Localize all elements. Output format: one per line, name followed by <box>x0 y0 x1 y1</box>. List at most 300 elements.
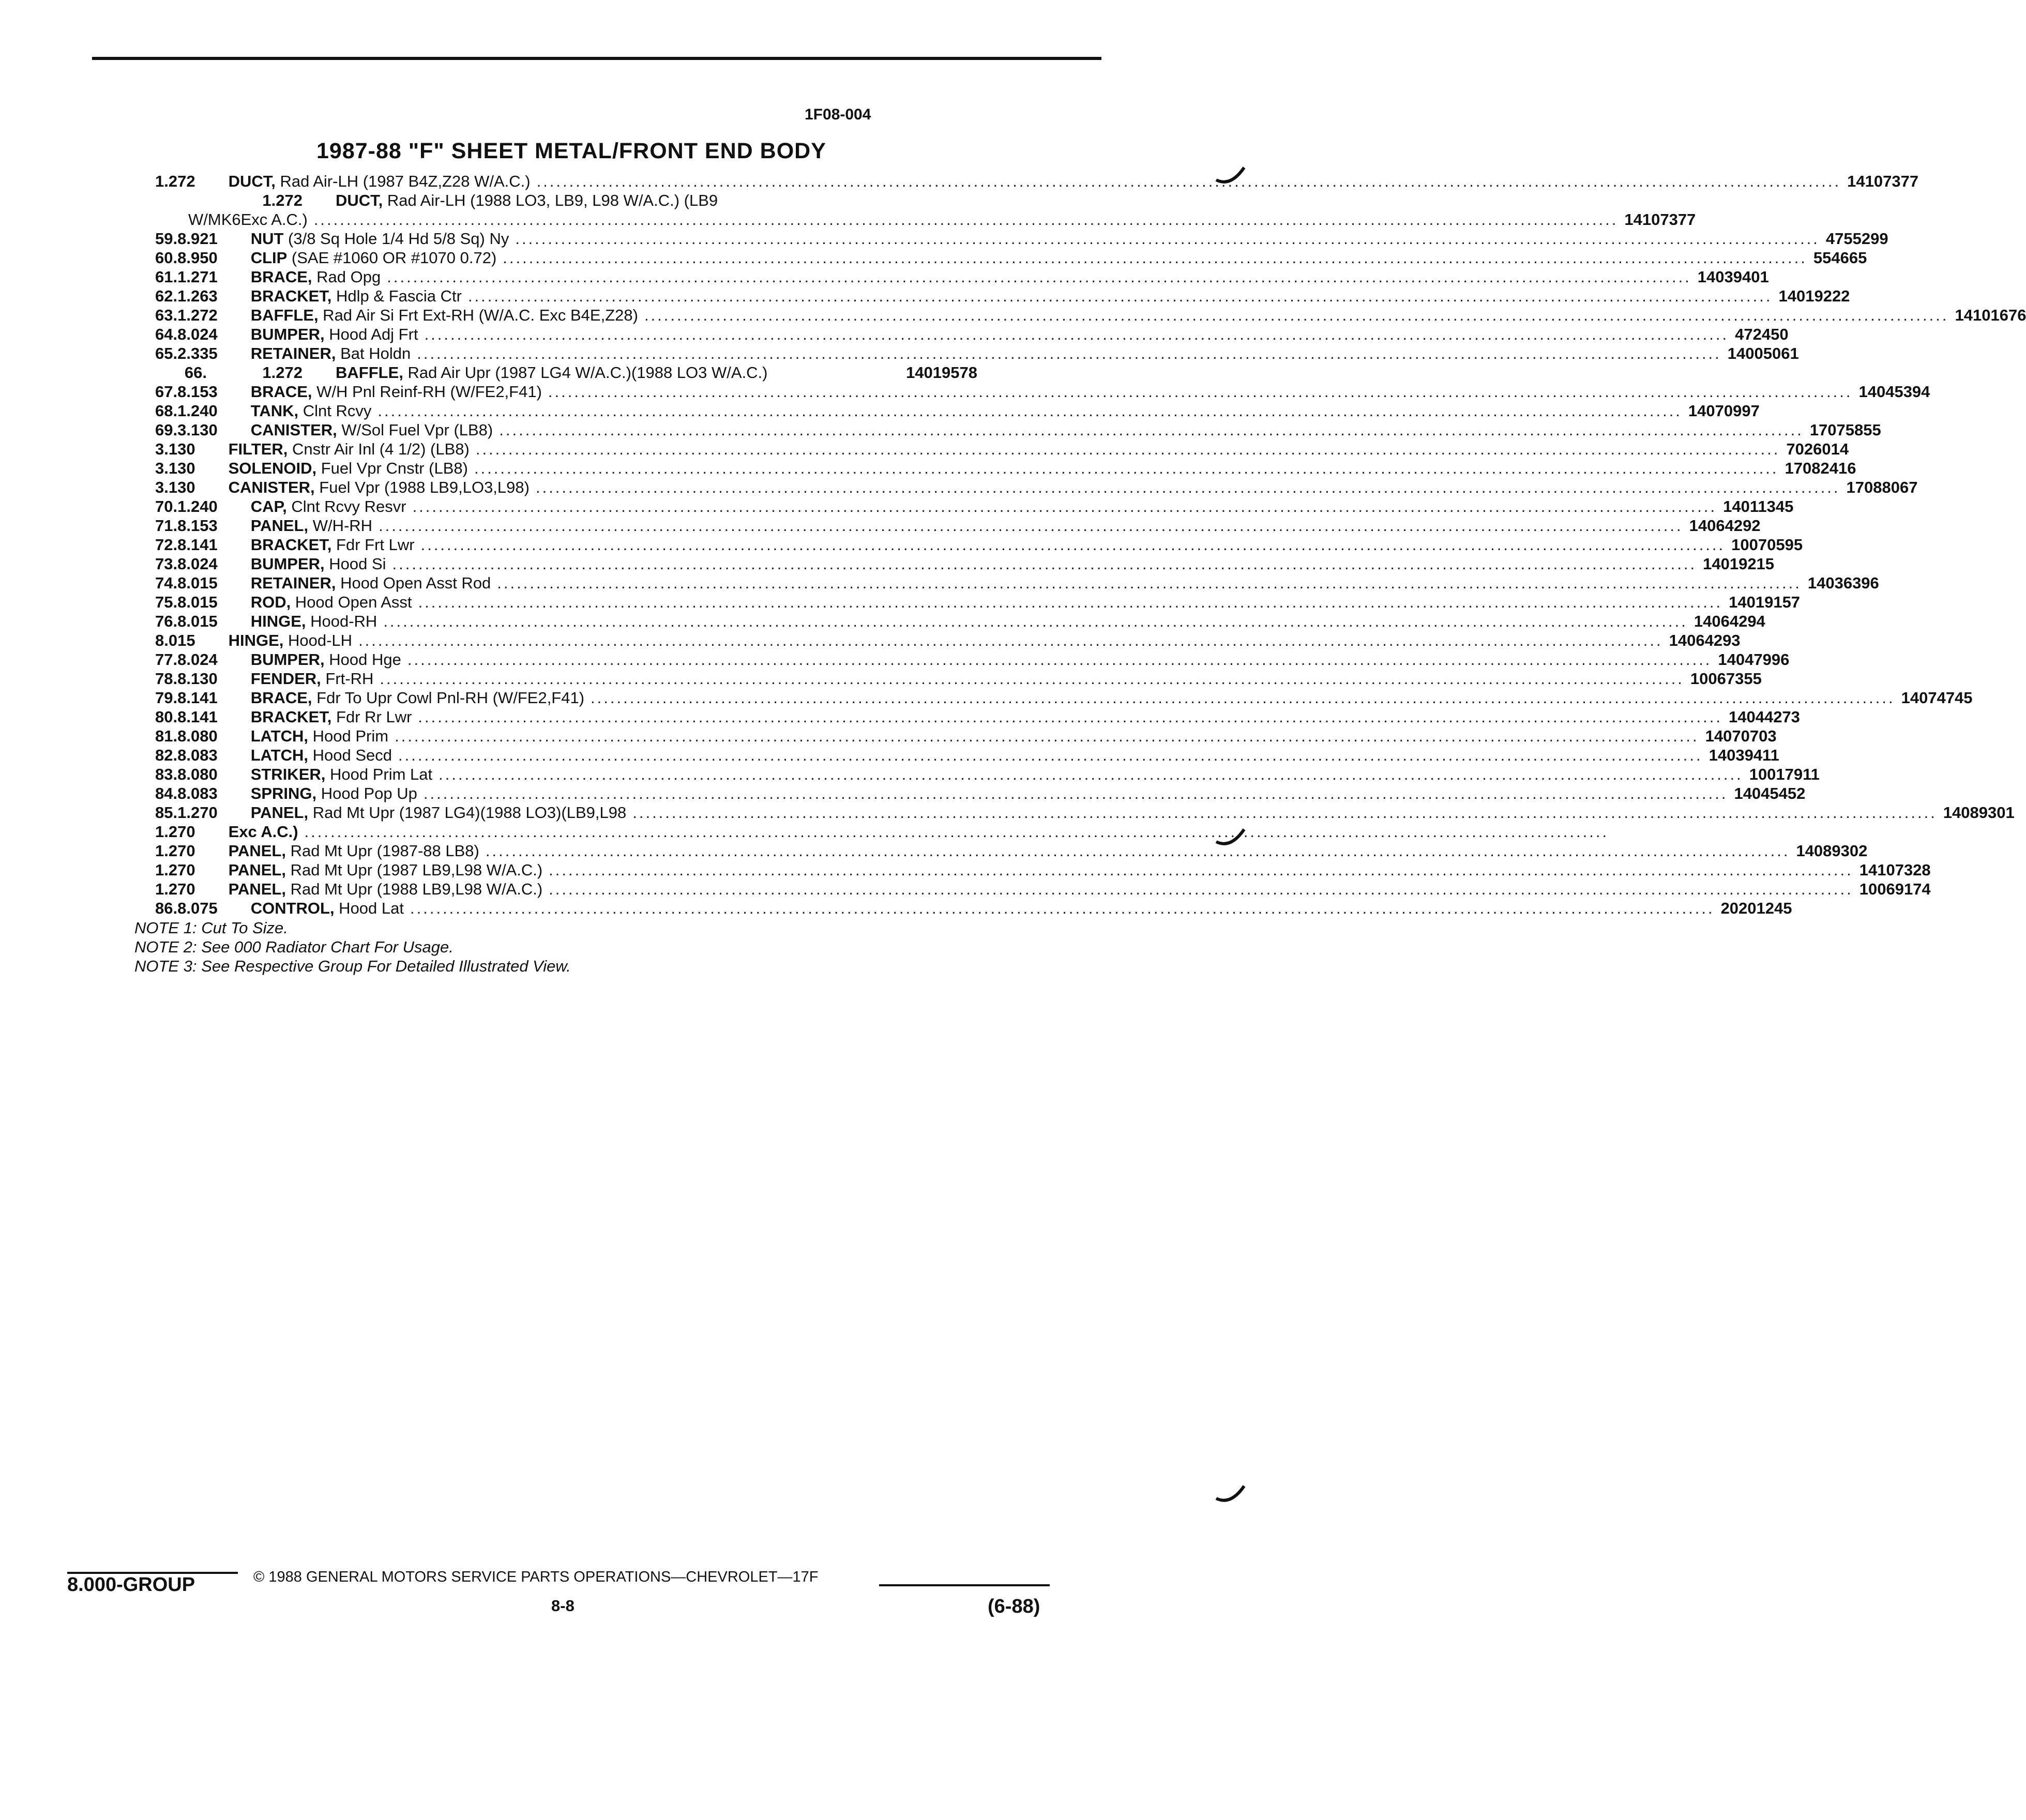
part-detail: Rad Opg <box>312 268 381 286</box>
group-number: 8.075 <box>177 899 218 917</box>
part-row <box>155 708 1800 727</box>
part-name: BAFFLE, <box>336 363 403 382</box>
group-number: 3.130 <box>177 421 218 439</box>
group-number: 3.130 <box>155 440 195 458</box>
ref-number: 74. <box>155 574 178 592</box>
ref-number: 62. <box>155 287 178 305</box>
leader-dots: ........................................................................................................................................................................................................ <box>549 880 1853 898</box>
part-number: 14089302 <box>1796 842 1868 860</box>
part-description <box>251 670 1690 688</box>
part-description <box>251 306 1955 325</box>
group-number: 8.024 <box>177 325 218 343</box>
part-description <box>251 593 1729 612</box>
leader-dots: ........................................................................................................................................................................................................ <box>392 555 1697 573</box>
ref-number: 78. <box>155 670 178 688</box>
part-detail: Hood Pop Up <box>316 784 417 802</box>
leader-dots: ........................................................................................................................................................................................................ <box>313 210 1619 229</box>
part-description <box>251 689 1901 707</box>
group-number: 1.270 <box>155 880 195 898</box>
part-description <box>229 861 1859 879</box>
group-number: 8.950 <box>177 249 218 267</box>
part-number: 14064292 <box>1689 517 1761 535</box>
leader-dots: ........................................................................................................................................................................................................ <box>420 536 1726 554</box>
part-description <box>251 536 1731 554</box>
part-detail: Fdr Frt Lwr <box>331 536 415 554</box>
part-name: BRACKET, <box>250 287 332 305</box>
leader-dots: ........................................................................................................................................................................................................ <box>398 746 1703 764</box>
part-number: 14019157 <box>1729 593 1801 611</box>
part-description <box>251 784 1734 803</box>
ref-number: 60. <box>155 249 178 267</box>
part-name: FENDER, <box>250 670 321 688</box>
part-number: 10017911 <box>1749 765 1820 783</box>
group-number: 8.024 <box>177 555 218 573</box>
part-row <box>155 593 1801 612</box>
part-name: PANEL, <box>228 880 286 898</box>
leader-dots: ........................................................................................................................................................................................................ <box>485 842 1790 860</box>
group-number: 1.272 <box>262 363 303 382</box>
group-number: 8.153 <box>177 517 218 535</box>
part-row <box>155 765 1820 784</box>
part-description <box>229 823 1615 841</box>
ref-number: 66. <box>184 363 207 382</box>
ref-number: 61. <box>155 268 178 286</box>
part-row <box>155 344 1799 363</box>
note: NOTE 3: See Respective Group For Detailed Illustrated View. <box>134 957 571 975</box>
group-number: 1.240 <box>177 497 218 515</box>
part-name: ROD, <box>250 593 291 611</box>
group-number: 8.015 <box>155 631 195 649</box>
part-detail: Hood Secd <box>308 746 392 764</box>
group-number: 8.141 <box>177 689 218 707</box>
leader-dots: ........................................................................................................................................................................................................ <box>475 440 1780 458</box>
leader-dots: ........................................................................................................................................................................................................ <box>379 517 1683 535</box>
part-name: BUMPER, <box>250 325 325 343</box>
part-name: CLIP <box>250 249 288 267</box>
part-row <box>155 249 1867 268</box>
ref-number: 73. <box>155 555 178 573</box>
part-detail: Rad Air Upr (1987 LG4 W/A.C.)(1988 LO3 W/A.C.) <box>403 363 768 382</box>
part-description <box>251 383 1859 401</box>
part-detail: Rad Mt Upr (1987 LG4)(1988 LO3)(LB9,L98 <box>308 803 627 822</box>
part-name: BRACE, <box>250 689 312 707</box>
group-number: 2.335 <box>177 344 218 362</box>
part-description <box>251 517 1689 535</box>
part-name: TANK, <box>250 402 299 420</box>
ref-number: 69. <box>155 421 178 439</box>
part-number: 14070703 <box>1705 727 1777 745</box>
note: NOTE 1: Cut To Size. <box>134 919 288 937</box>
part-name: BUMPER, <box>250 555 325 573</box>
ref-number: 67. <box>155 383 178 401</box>
leader-dots: ........................................................................................................................................................................................................ <box>417 344 1721 362</box>
part-description <box>251 421 1810 439</box>
part-number: 14044273 <box>1728 708 1800 726</box>
ref-number: 79. <box>155 689 178 707</box>
part-detail: Hood Prim Lat <box>325 765 433 783</box>
part-number: 14045394 <box>1858 383 1930 401</box>
part-name: BUMPER, <box>250 650 325 669</box>
page-code: 1F08-004 <box>805 106 871 123</box>
leader-dots: ........................................................................................................................................................................................................ <box>474 459 1779 477</box>
part-description <box>229 440 1787 459</box>
ref-number: 80. <box>155 708 178 726</box>
part-name: BRACKET, <box>250 708 332 726</box>
part-description <box>229 459 1785 478</box>
group-number: 8.024 <box>177 650 218 669</box>
part-detail: Hood Si <box>324 555 386 573</box>
group-number: 1.240 <box>177 402 218 420</box>
part-description <box>251 230 1826 248</box>
part-detail: Rad Mt Upr (1987-88 LB8) <box>285 842 479 860</box>
part-row <box>155 363 977 383</box>
part-row <box>155 861 1931 880</box>
part-detail: W/MK6Exc A.C.) <box>188 210 308 229</box>
part-name: BAFFLE, <box>250 306 319 324</box>
part-name: SOLENOID, <box>228 459 317 477</box>
part-number: 17088067 <box>1846 478 1918 496</box>
part-name: HINGE, <box>250 612 306 630</box>
part-row <box>155 536 1803 555</box>
leader-dots: ........................................................................................................................................................................................................ <box>395 727 1699 745</box>
part-number: 10070595 <box>1731 536 1803 554</box>
part-description <box>251 746 1709 765</box>
part-description <box>251 268 1698 286</box>
part-name: FILTER, <box>228 440 288 458</box>
group-number: 8.083 <box>177 746 218 764</box>
ref-number: 68. <box>155 402 178 420</box>
part-name: CAP, <box>250 497 287 515</box>
leader-dots: ........................................................................................................................................................................................................ <box>418 593 1723 611</box>
group-number: 8.015 <box>177 574 218 592</box>
leader-dots: ........................................................................................................................................................................................................ <box>423 784 1728 802</box>
part-detail: Rad Mt Upr (1988 LB9,L98 W/A.C.) <box>285 880 543 898</box>
part-detail: Hood Prim <box>308 727 389 745</box>
leader-dots: ........................................................................................................................................................................................................ <box>407 650 1712 669</box>
part-name: DUCT, <box>336 191 383 209</box>
part-row <box>155 803 2015 823</box>
part-detail: Hood-RH <box>306 612 377 630</box>
part-row <box>155 880 1931 899</box>
group-number: 1.270 <box>155 823 195 841</box>
part-number: 14019578 <box>906 363 977 382</box>
part-description <box>251 497 1723 516</box>
part-number: 10067355 <box>1690 670 1762 688</box>
part-name: RETAINER, <box>250 344 336 362</box>
part-detail: Hood Open Asst <box>291 593 412 611</box>
part-number: 14074745 <box>1901 689 1973 707</box>
leader-dots: ........................................................................................................................................................................................................ <box>549 861 1853 879</box>
part-detail: Hdlp & Fascia Ctr <box>331 287 462 305</box>
leader-dots: ........................................................................................................................................................................................................ <box>387 268 1691 286</box>
leader-dots: ........................................................................................................................................................................................................ <box>304 823 1609 841</box>
part-name: LATCH, <box>250 746 309 764</box>
part-name: Exc A.C.) <box>228 823 298 841</box>
part-description <box>336 191 879 210</box>
part-description <box>251 708 1729 726</box>
part-row <box>155 325 1789 344</box>
part-number: 14011345 <box>1723 497 1794 515</box>
part-name: CANISTER, <box>250 421 337 439</box>
footer-date: (6-88) <box>988 1596 1040 1617</box>
part-description <box>251 249 1813 267</box>
part-detail: Rad Air-LH (1987 B4Z,Z28 W/A.C.) <box>275 172 531 190</box>
part-name: STRIKER, <box>250 765 326 783</box>
part-detail: Rad Air Si Frt Ext-RH (W/A.C. Exc B4E,Z28) <box>318 306 638 324</box>
leader-dots: ........................................................................................................................................................................................................ <box>644 306 1949 324</box>
group-number: 3.130 <box>155 459 195 477</box>
part-number: 14036396 <box>1807 574 1879 592</box>
part-description <box>229 842 1796 860</box>
part-name: PANEL, <box>250 517 309 535</box>
group-number: 1.270 <box>177 803 218 822</box>
part-description <box>251 325 1735 344</box>
part-name: RETAINER, <box>250 574 336 592</box>
part-row <box>155 746 1779 765</box>
part-description <box>251 650 1718 669</box>
part-number: 14089301 <box>1943 803 2015 822</box>
part-name: NUT <box>250 230 284 248</box>
part-description <box>251 612 1694 631</box>
part-detail: Hood Adj Frt <box>324 325 418 343</box>
parts-list <box>155 172 2026 918</box>
part-row <box>155 268 1769 287</box>
part-detail: Cnstr Air Inl (4 1/2) (LB8) <box>288 440 470 458</box>
leader-dots: ........................................................................................................................................................................................................ <box>410 899 1715 917</box>
part-detail: Clnt Rcvy <box>298 402 372 420</box>
part-name: LATCH, <box>250 727 309 745</box>
part-detail: Bat Holdn <box>336 344 411 362</box>
part-row <box>155 402 1760 421</box>
part-number: 14107377 <box>1624 210 1696 229</box>
part-name: HINGE, <box>228 631 284 649</box>
part-description <box>251 555 1703 573</box>
leader-dots: ........................................................................................................................................................................................................ <box>497 574 1802 592</box>
part-description <box>251 803 1943 822</box>
part-description <box>251 402 1688 420</box>
part-name: BRACE, <box>250 268 312 286</box>
part-detail: Fuel Vpr Cnstr (LB8) <box>316 459 468 477</box>
part-name: SPRING, <box>250 784 317 802</box>
part-detail: Hood-LH <box>283 631 353 649</box>
part-detail: Rad Mt Upr (1987 LB9,L98 W/A.C.) <box>285 861 543 879</box>
footer-group: 8.000-GROUP <box>67 1574 195 1596</box>
part-number: 17075855 <box>1809 421 1881 439</box>
leader-dots: ........................................................................................................................................................................................................ <box>536 172 1841 190</box>
part-number: 7026014 <box>1786 440 1849 458</box>
leader-dots: ........................................................................................................................................................................................................ <box>358 631 1663 649</box>
leader-dots: ........................................................................................................................................................................................................ <box>548 383 1853 401</box>
group-number: 3.130 <box>155 478 195 496</box>
ref-number: 59. <box>155 230 178 248</box>
ref-number: 85. <box>155 803 178 822</box>
part-row <box>155 383 1930 402</box>
group-number: 8.141 <box>177 708 218 726</box>
ref-number: 82. <box>155 746 178 764</box>
part-detail: Frt-RH <box>321 670 374 688</box>
part-number: 14005061 <box>1727 344 1799 362</box>
part-name: BRACE, <box>250 383 312 401</box>
leader-dots: ........................................................................................................................................................................................................ <box>467 287 1773 305</box>
part-number: 14047996 <box>1718 650 1790 669</box>
ref-number: 76. <box>155 612 178 630</box>
part-row <box>155 172 1919 191</box>
part-number: 14107377 <box>1847 172 1919 190</box>
group-number: 8.921 <box>177 230 218 248</box>
ref-number: 86. <box>155 899 178 917</box>
part-detail: Rad Air-LH (1988 LO3, LB9, L98 W/A.C.) (LB9 <box>383 191 718 209</box>
part-row <box>155 478 1918 497</box>
ref-number: 64. <box>155 325 178 343</box>
group-number: 1.271 <box>177 268 218 286</box>
part-detail: W/H-RH <box>308 517 373 535</box>
group-number: 1.272 <box>155 172 195 190</box>
ref-number: 75. <box>155 593 178 611</box>
part-row <box>155 612 1765 631</box>
leader-dots: ........................................................................................................................................................................................................ <box>499 421 1804 439</box>
part-number: 17082416 <box>1785 459 1856 477</box>
part-description <box>229 172 1848 191</box>
part-description <box>229 478 1847 497</box>
group-number: 1.270 <box>155 861 195 879</box>
part-row <box>155 497 1794 517</box>
part-detail: Hood Open Asst Rod <box>336 574 491 592</box>
part-row <box>155 670 1762 689</box>
part-number: 14039411 <box>1709 746 1779 764</box>
group-number: 8.141 <box>177 536 218 554</box>
part-description <box>251 899 1721 918</box>
part-name: PANEL, <box>228 842 286 860</box>
notes <box>134 918 571 976</box>
footer-page-number: 8-8 <box>551 1597 574 1615</box>
top-rule <box>92 57 1101 60</box>
part-number: 14101676 <box>1955 306 2026 324</box>
part-name: PANEL, <box>250 803 309 822</box>
ref-number: 81. <box>155 727 178 745</box>
part-row <box>155 689 1973 708</box>
leader-dots: ........................................................................................................................................................................................................ <box>383 612 1688 630</box>
part-number: 14019215 <box>1703 555 1775 573</box>
part-number: 14107328 <box>1859 861 1931 879</box>
leader-dots: ........................................................................................................................................................................................................ <box>380 670 1684 688</box>
part-number: 14039401 <box>1697 268 1769 286</box>
group-number: 1.263 <box>177 287 218 305</box>
part-detail: Clnt Rcvy Resvr <box>286 497 406 515</box>
part-description <box>251 287 1779 306</box>
part-row <box>155 440 1849 459</box>
part-number: 14070997 <box>1688 402 1760 420</box>
leader-dots: ........................................................................................................................................................................................................ <box>377 402 1682 420</box>
part-row <box>155 210 1696 230</box>
leader-dots: ........................................................................................................................................................................................................ <box>632 803 1937 822</box>
part-row <box>155 631 1741 650</box>
part-description <box>251 344 1728 363</box>
part-detail: (SAE #1060 OR #1070 0.72) <box>287 249 497 267</box>
group-number: 8.083 <box>177 784 218 802</box>
leader-dots: ........................................................................................................................................................................................................ <box>412 497 1717 515</box>
ref-number: 63. <box>155 306 178 324</box>
part-detail: Hood Lat <box>334 899 404 917</box>
note: NOTE 2: See 000 Radiator Chart For Usage. <box>134 938 453 956</box>
part-row <box>155 574 1879 593</box>
binding-tick-mark <box>1215 1484 1246 1505</box>
part-name: CANISTER, <box>228 478 315 496</box>
group-number: 8.015 <box>177 612 218 630</box>
part-detail: W/H Pnl Reinf-RH (W/FE2,F41) <box>312 383 542 401</box>
ref-number: 84. <box>155 784 178 802</box>
part-detail: W/Sol Fuel Vpr (LB8) <box>337 421 493 439</box>
part-description <box>229 631 1669 650</box>
part-description <box>251 574 1808 593</box>
part-row <box>155 287 1850 306</box>
part-name: BRACKET, <box>250 536 332 554</box>
group-number: 8.015 <box>177 593 218 611</box>
ref-number: 72. <box>155 536 178 554</box>
leader-dots: ........................................................................................................................................................................................................ <box>424 325 1729 343</box>
ref-number: 83. <box>155 765 178 783</box>
part-description <box>188 210 1624 229</box>
part-row <box>155 899 1792 918</box>
group-number: 8.080 <box>177 765 218 783</box>
part-name: CONTROL, <box>250 899 335 917</box>
part-row <box>155 191 977 210</box>
part-number: 4755299 <box>1825 230 1888 248</box>
leader-dots: ........................................................................................................................................................................................................ <box>503 249 1807 267</box>
leader-dots: ........................................................................................................................................................................................................ <box>535 478 1840 496</box>
ref-number: 71. <box>155 517 178 535</box>
part-description <box>336 363 879 382</box>
part-row <box>155 842 1868 861</box>
part-description <box>251 765 1749 784</box>
part-name: DUCT, <box>228 172 276 190</box>
part-row <box>155 230 1888 249</box>
leader-dots: ........................................................................................................................................................................................................ <box>418 708 1722 726</box>
part-detail: Fdr To Upr Cowl Pnl-RH (W/FE2,F41) <box>312 689 585 707</box>
part-number: 14064293 <box>1669 631 1741 649</box>
ref-number: 77. <box>155 650 178 669</box>
leader-dots: ........................................................................................................................................................................................................ <box>591 689 1895 707</box>
part-row <box>155 784 1806 803</box>
part-number: 14045452 <box>1734 784 1806 802</box>
group-number: 1.272 <box>177 306 218 324</box>
leader-dots: ........................................................................................................................................................................................................ <box>439 765 1743 783</box>
group-number: 1.272 <box>262 191 303 209</box>
part-detail: Fdr Rr Lwr <box>331 708 412 726</box>
ref-number: 70. <box>155 497 178 515</box>
part-number: 14019222 <box>1778 287 1850 305</box>
part-name: PANEL, <box>228 861 286 879</box>
part-row <box>155 555 1775 574</box>
part-row <box>155 517 1761 536</box>
part-row <box>155 823 1609 842</box>
part-number: 554665 <box>1813 249 1867 267</box>
ref-number: 65. <box>155 344 178 362</box>
group-number: 8.080 <box>177 727 218 745</box>
part-row <box>155 650 1790 670</box>
part-number: 14064294 <box>1694 612 1765 630</box>
binding-tick-mark <box>1215 165 1246 186</box>
page-title: 1987-88 "F" SHEET METAL/FRONT END BODY <box>316 139 826 163</box>
footer-rule-right <box>879 1584 1050 1586</box>
leader-dots: ........................................................................................................................................................................................................ <box>515 230 1820 248</box>
part-number: 472450 <box>1735 325 1789 343</box>
part-detail: (3/8 Sq Hole 1/4 Hd 5/8 Sq) Ny <box>283 230 509 248</box>
group-number: 1.270 <box>155 842 195 860</box>
part-detail: Hood Hge <box>324 650 401 669</box>
group-number: 8.153 <box>177 383 218 401</box>
part-detail: Fuel Vpr (1988 LB9,LO3,L98) <box>314 478 530 496</box>
part-row <box>155 306 2026 325</box>
